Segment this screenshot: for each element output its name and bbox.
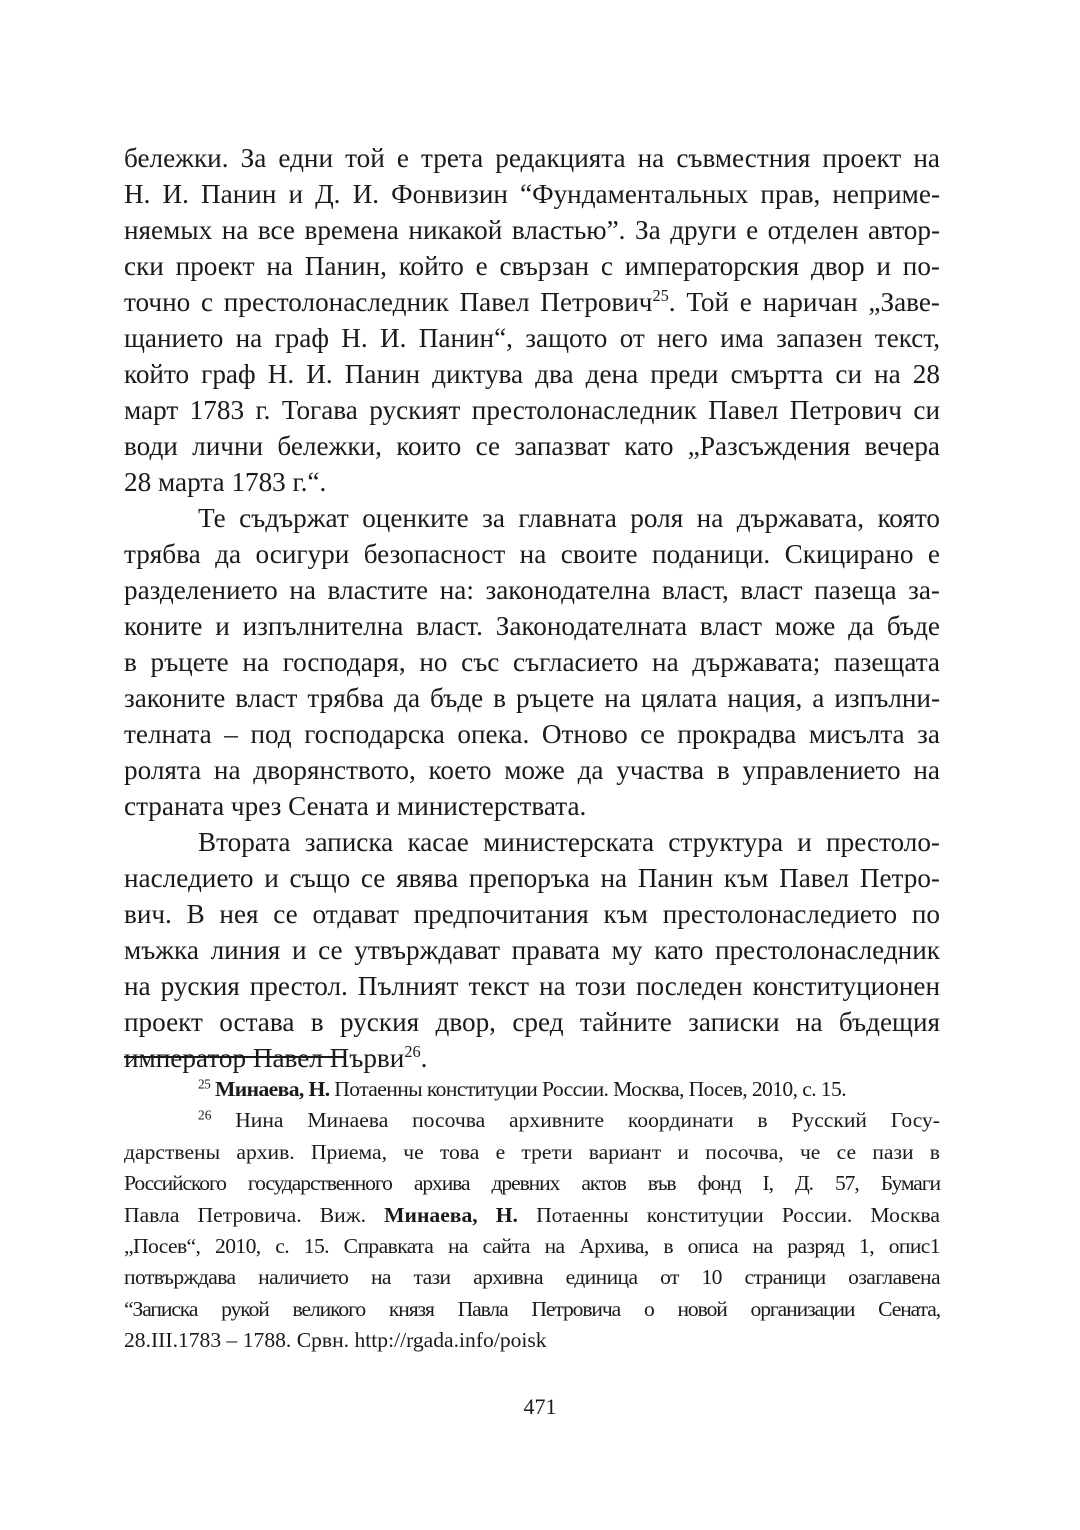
text-line: ски проект на Панин, който е свързан с императорския двор и по- <box>124 251 940 281</box>
footnote-line: Российского государственного архива древних актов във фонд I, Д. 57, Бумаги <box>124 1171 940 1196</box>
text-line: в ръцете на господаря, но със съгласието на държавата; пазещата <box>124 647 940 677</box>
text-line: законите власт трябва да бъде в ръцете на цялата нация, а изпълни- <box>124 683 940 713</box>
text-line: телната – под господарска опека. Отново се прокрадва мисълта за <box>124 719 940 749</box>
text-line <box>124 284 940 320</box>
text-segment: точно с престолонаследник Павел Петрович <box>124 287 653 317</box>
text-line: проект остава в руския двор, сред тайните записки на бъдещия <box>124 1007 940 1037</box>
text-line: води лични бележки, които се запазват като „Разсъждения вечера <box>124 431 940 461</box>
text-line: който граф Н. И. Панин диктува два дена преди смъртта си на 28 <box>124 359 940 389</box>
text-line: наследието и също се явява препоръка на Панин към Павел Петро- <box>124 863 940 893</box>
footnote-text: Нина Минаева посочва архивните координати в Русский Госу- <box>211 1108 940 1133</box>
footnote-25 <box>124 1074 940 1105</box>
footnote-line: „Посев“, 2010, с. 15. Справката на сайта на Архива, в описа на разряд 1, опис1 <box>124 1233 940 1258</box>
text-line: на руския престол. Пълният текст на този последен конституционен <box>124 971 940 1001</box>
text-line: коните и изпълнителна власт. Законодателната власт може да бъде <box>124 611 940 641</box>
footnote-line[interactable]: 28.III.1783 – 1788. Срвн. http://rgada.info/poisk <box>124 1328 547 1353</box>
footnote-ref-25[interactable]: 25 <box>652 286 669 306</box>
main-text <box>124 140 940 1076</box>
text-line: Те съдържат оценките за главната роля на държавата, която <box>198 503 940 533</box>
text-line <box>124 1040 940 1076</box>
text-line: Втората записка касае министерската структура и престоло- <box>198 827 940 857</box>
text-segment: император Павел Първи <box>124 1043 405 1073</box>
footnote-text: Потаенны конституции России. Москва, Посев, 2010, с. 15. <box>329 1077 846 1101</box>
text-line: ролята на дворянството, което може да участва в управлението на <box>124 755 940 785</box>
footnote-author: Минаева, Н. <box>384 1202 518 1227</box>
footnote-26 <box>124 1105 940 1136</box>
footnote-number: 25 <box>198 1076 211 1092</box>
text-segment: . <box>420 1043 428 1073</box>
text-line: щанието на граф Н. И. Панин“, защото от него има запазен текст, <box>124 323 940 353</box>
text-line: трябва да осигури безопасност на своите поданици. Скицирано е <box>124 539 940 569</box>
footnote-line: потвърждава наличието на тази архивна единица от 10 страници озаглавена <box>124 1265 940 1290</box>
text-line: няемых на все времена никакой властью”. За други е отделен автор- <box>124 215 940 245</box>
footnote-line: дарствены архив. Приема, че това е трети вариант и посочва, че се пази в <box>124 1139 940 1164</box>
footnote-text: Потаенны конституции России. Москва <box>517 1202 940 1227</box>
text-line: разделението на властите на: законодателна власт, власт пазеща за- <box>124 575 940 605</box>
footnotes <box>124 1074 940 1357</box>
text-line: 28 марта 1783 г.“. <box>124 467 327 497</box>
footnote-number: 26 <box>198 1108 212 1124</box>
text-segment: . Той е наричан „Заве- <box>668 287 940 317</box>
footnote-line <box>124 1200 940 1231</box>
footnote-ref-26[interactable]: 26 <box>404 1042 421 1062</box>
footnote-separator <box>124 1056 344 1058</box>
text-line: страната чрез Сената и министерствата. <box>124 791 587 821</box>
page-number: 471 <box>523 1394 557 1419</box>
text-line: бележки. За едни той е трета редакцията на съвместния проект на <box>124 143 940 173</box>
text-line: мъжка линия и се утвърждават правата му като престолонаследник <box>124 935 940 965</box>
footnote-text: Павла Петровича. Виж. <box>124 1202 385 1227</box>
footnote-line: “Записка рукой великого князя Павла Петровича о новой организации Сената, <box>124 1296 940 1321</box>
text-line: вич. В нея се отдават предпочитания към престолонаследието по <box>124 899 940 929</box>
footnote-author: Минаева, Н. <box>215 1077 330 1101</box>
text-line: Н. И. Панин и Д. И. Фонвизин “Фундаментальных прав, неприме- <box>124 179 940 209</box>
text-line: март 1783 г. Тогава руският престолонаследник Павел Петрович си <box>124 395 940 425</box>
